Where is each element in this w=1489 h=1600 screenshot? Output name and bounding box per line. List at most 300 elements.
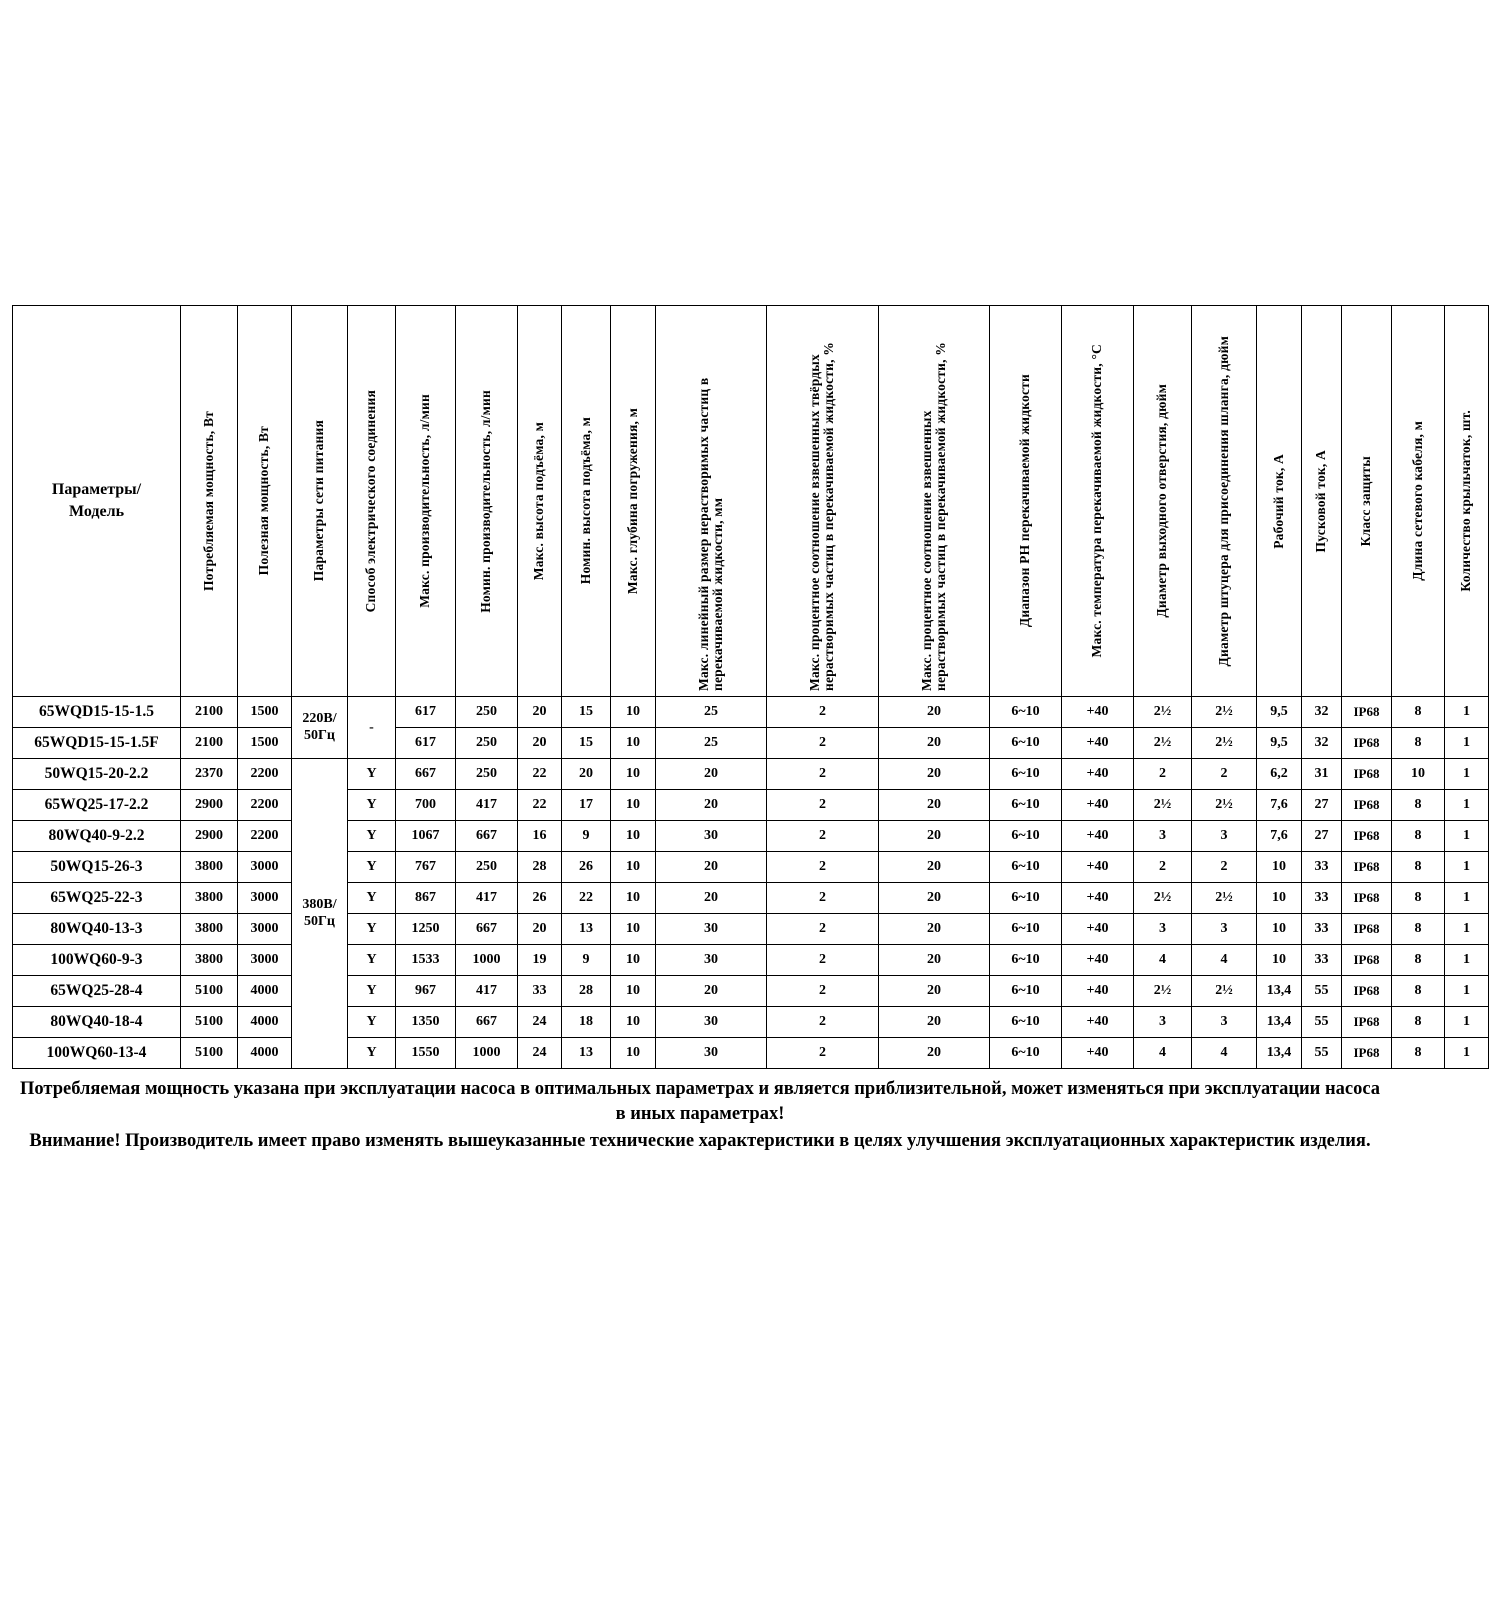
- cell-max-immersion-depth: 10: [611, 914, 656, 945]
- cell-impeller-count: 1: [1445, 1007, 1489, 1038]
- cell-model: 65WQD15-15-1.5F: [13, 728, 181, 759]
- cell-max-suspended-percent: 20: [879, 945, 990, 976]
- cell-outlet-diameter: 3: [1134, 821, 1192, 852]
- cell-max-particle-size: 20: [656, 883, 767, 914]
- header-operating-current-label: Рабочий ток, А: [1270, 453, 1286, 549]
- cell-operating-current: 9,5: [1257, 697, 1302, 728]
- header-nominal-head: [562, 306, 611, 697]
- header-cable-length-label: Длина сетевого кабеля, м: [1409, 421, 1425, 581]
- cell-max-capacity: 967: [396, 976, 456, 1007]
- cell-outlet-diameter: 3: [1134, 914, 1192, 945]
- cell-cable-length: 8: [1392, 945, 1445, 976]
- cell-outlet-diameter: 2½: [1134, 790, 1192, 821]
- cell-nominal-capacity: 417: [456, 976, 518, 1007]
- cell-max-head: 24: [518, 1007, 562, 1038]
- table-row: [13, 1007, 1489, 1038]
- table-header: [13, 306, 1489, 697]
- cell-operating-current: 9,5: [1257, 728, 1302, 759]
- header-mains-parameters-label: Параметры сети питания: [311, 420, 327, 582]
- header-protection-class: [1342, 306, 1392, 697]
- corner-header-cell: [13, 306, 181, 697]
- cell-nominal-head: 13: [562, 914, 611, 945]
- cell-ph-range: 6~10: [990, 697, 1062, 728]
- cell-cable-length: 8: [1392, 1007, 1445, 1038]
- cell-cable-length: 8: [1392, 821, 1445, 852]
- cell-connection-type: Y: [348, 1038, 396, 1069]
- cell-power-consumed: 2100: [181, 697, 238, 728]
- cell-max-temperature: +40: [1062, 790, 1134, 821]
- cell-max-temperature: +40: [1062, 945, 1134, 976]
- cell-max-particle-size: 30: [656, 945, 767, 976]
- header-max-capacity-label: Макс. производительность, л/мин: [417, 394, 433, 608]
- cell-power-consumed: 3800: [181, 852, 238, 883]
- cell-max-suspended-percent: 20: [879, 1038, 990, 1069]
- cell-protection-class: IP68: [1342, 1007, 1392, 1038]
- cell-max-particle-size: 20: [656, 852, 767, 883]
- cell-max-immersion-depth: 10: [611, 852, 656, 883]
- cell-max-temperature: +40: [1062, 914, 1134, 945]
- corner-label-line2: Модель: [68, 503, 125, 520]
- header-outlet-diameter: [1134, 306, 1192, 697]
- cell-nominal-head: 18: [562, 1007, 611, 1038]
- cell-impeller-count: 1: [1445, 945, 1489, 976]
- header-starting-current: [1302, 306, 1342, 697]
- cell-max-particle-size: 20: [656, 759, 767, 790]
- table-row: [13, 821, 1489, 852]
- cell-model: 100WQ60-13-4: [13, 1038, 181, 1069]
- cell-connection-type: Y: [348, 1007, 396, 1038]
- cell-model: 100WQ60-9-3: [13, 945, 181, 976]
- cell-ph-range: 6~10: [990, 1007, 1062, 1038]
- header-max-capacity: [396, 306, 456, 697]
- cell-max-solid-percent: 2: [767, 697, 879, 728]
- cell-max-head: 33: [518, 976, 562, 1007]
- cell-nominal-capacity: 250: [456, 759, 518, 790]
- cell-max-capacity: 667: [396, 759, 456, 790]
- header-mains-parameters: [292, 306, 348, 697]
- cell-starting-current: 27: [1302, 821, 1342, 852]
- cell-nominal-head: 17: [562, 790, 611, 821]
- cell-max-temperature: +40: [1062, 759, 1134, 790]
- cell-max-particle-size: 30: [656, 914, 767, 945]
- cell-power-consumed: 3800: [181, 945, 238, 976]
- cell-cable-length: 8: [1392, 790, 1445, 821]
- cell-nominal-head: 22: [562, 883, 611, 914]
- cell-max-immersion-depth: 10: [611, 883, 656, 914]
- cell-max-particle-size: 20: [656, 790, 767, 821]
- cell-impeller-count: 1: [1445, 790, 1489, 821]
- header-nominal-capacity-label: Номин. производительность, л/мин: [478, 389, 494, 613]
- cell-max-head: 22: [518, 759, 562, 790]
- cell-protection-class: IP68: [1342, 883, 1392, 914]
- cell-power-useful: 2200: [238, 790, 292, 821]
- header-nominal-head-label: Номин. высота подъёма, м: [577, 417, 593, 585]
- cell-max-suspended-percent: 20: [879, 790, 990, 821]
- cell-max-particle-size: 20: [656, 976, 767, 1007]
- header-max-solid-percent-label: Макс. процентное соотношение взвешенных твёрдых нерастворимых частиц в перекачиваемой жидкости, %: [807, 342, 837, 691]
- cell-max-capacity: 1350: [396, 1007, 456, 1038]
- cell-operating-current: 10: [1257, 852, 1302, 883]
- header-cable-length: [1392, 306, 1445, 697]
- cell-model: 65WQ25-28-4: [13, 976, 181, 1007]
- note-power-disclaimer: Потребляемая мощность указана при эксплуатации насоса в оптимальных параметрах и является приблизительной, может изменяться при эксплуатации насоса в иных параметрах!: [19, 1079, 1381, 1124]
- cell-impeller-count: 1: [1445, 759, 1489, 790]
- cell-max-immersion-depth: 10: [611, 790, 656, 821]
- table-row: [13, 883, 1489, 914]
- cell-max-immersion-depth: 10: [611, 1007, 656, 1038]
- header-max-immersion-depth: [611, 306, 656, 697]
- cell-hose-fitting-diameter: 4: [1192, 945, 1257, 976]
- cell-power-useful: 2200: [238, 821, 292, 852]
- cell-max-head: 20: [518, 697, 562, 728]
- cell-starting-current: 31: [1302, 759, 1342, 790]
- cell-starting-current: 32: [1302, 728, 1342, 759]
- cell-cable-length: 8: [1392, 914, 1445, 945]
- cell-cable-length: 8: [1392, 976, 1445, 1007]
- cell-max-capacity: 1533: [396, 945, 456, 976]
- header-impeller-count-label: Количество крыльчаток, шт.: [1458, 410, 1474, 592]
- header-max-solid-percent: [767, 306, 879, 697]
- header-max-particle-size-label: Макс. линейный размер нерастворимых частиц в перекачиваемой жидкости, мм: [695, 377, 725, 691]
- header-connection-type-label: Способ электрического соединения: [363, 389, 379, 613]
- cell-power-consumed: 2100: [181, 728, 238, 759]
- cell-max-solid-percent: 2: [767, 821, 879, 852]
- cell-connection-type: Y: [348, 945, 396, 976]
- cell-outlet-diameter: 4: [1134, 945, 1192, 976]
- cell-max-suspended-percent: 20: [879, 883, 990, 914]
- cell-nominal-head: 26: [562, 852, 611, 883]
- cell-outlet-diameter: 2½: [1134, 883, 1192, 914]
- cell-nominal-capacity: 667: [456, 1007, 518, 1038]
- header-power-useful: [238, 306, 292, 697]
- cell-protection-class: IP68: [1342, 852, 1392, 883]
- cell-ph-range: 6~10: [990, 852, 1062, 883]
- cell-outlet-diameter: 2½: [1134, 728, 1192, 759]
- cell-max-immersion-depth: 10: [611, 759, 656, 790]
- cell-max-solid-percent: 2: [767, 976, 879, 1007]
- cell-starting-current: 33: [1302, 914, 1342, 945]
- table-row: [13, 759, 1489, 790]
- header-max-temperature-label: Макс. температура перекачиваемой жидкости, °С: [1089, 344, 1105, 658]
- cell-max-temperature: +40: [1062, 1007, 1134, 1038]
- cell-max-head: 28: [518, 852, 562, 883]
- cell-power-consumed: 2370: [181, 759, 238, 790]
- header-max-suspended-percent-label: Макс. процентное соотношение взвешенных нерастворимых частиц в перекачиваемой жидкости, %: [918, 342, 948, 691]
- cell-mains-380: 380В/ 50Гц: [292, 759, 348, 1069]
- cell-model: 65WQD15-15-1.5: [13, 697, 181, 728]
- cell-power-useful: 1500: [238, 728, 292, 759]
- header-starting-current-label: Пусковой ток, А: [1313, 449, 1329, 553]
- cell-nominal-head: 9: [562, 821, 611, 852]
- cell-impeller-count: 1: [1445, 697, 1489, 728]
- cell-max-solid-percent: 2: [767, 790, 879, 821]
- cell-max-temperature: +40: [1062, 852, 1134, 883]
- header-max-immersion-depth-label: Макс. глубина погружения, м: [624, 407, 640, 595]
- cell-nominal-capacity: 250: [456, 728, 518, 759]
- cell-ph-range: 6~10: [990, 945, 1062, 976]
- cell-mains-220: 220В/ 50Гц: [292, 697, 348, 759]
- cell-max-solid-percent: 2: [767, 852, 879, 883]
- header-hose-fitting-diameter-label: Диаметр штуцера для присоединения шланга, дюйм: [1215, 335, 1231, 667]
- cell-max-suspended-percent: 20: [879, 697, 990, 728]
- table-row: [13, 945, 1489, 976]
- cell-nominal-capacity: 417: [456, 790, 518, 821]
- cell-cable-length: 8: [1392, 697, 1445, 728]
- table-row: [13, 790, 1489, 821]
- cell-ph-range: 6~10: [990, 821, 1062, 852]
- table-row: [13, 728, 1489, 759]
- cell-nominal-capacity: 250: [456, 852, 518, 883]
- cell-outlet-diameter: 2½: [1134, 976, 1192, 1007]
- cell-hose-fitting-diameter: 2½: [1192, 883, 1257, 914]
- cell-outlet-diameter: 2: [1134, 852, 1192, 883]
- cell-nominal-head: 9: [562, 945, 611, 976]
- cell-hose-fitting-diameter: 2½: [1192, 790, 1257, 821]
- cell-hose-fitting-diameter: 2: [1192, 852, 1257, 883]
- cell-max-solid-percent: 2: [767, 914, 879, 945]
- cell-nominal-head: 15: [562, 728, 611, 759]
- cell-power-consumed: 2900: [181, 790, 238, 821]
- cell-max-particle-size: 25: [656, 697, 767, 728]
- cell-power-useful: 1500: [238, 697, 292, 728]
- cell-max-head: 22: [518, 790, 562, 821]
- cell-power-consumed: 5100: [181, 1038, 238, 1069]
- header-ph-range: [990, 306, 1062, 697]
- cell-nominal-capacity: 417: [456, 883, 518, 914]
- cell-max-temperature: +40: [1062, 821, 1134, 852]
- cell-connection-type: Y: [348, 821, 396, 852]
- cell-nominal-head: 28: [562, 976, 611, 1007]
- cell-ph-range: 6~10: [990, 1038, 1062, 1069]
- cell-max-solid-percent: 2: [767, 759, 879, 790]
- header-row: [13, 306, 1489, 697]
- table-body: [13, 697, 1489, 1069]
- cell-power-consumed: 5100: [181, 976, 238, 1007]
- cell-operating-current: 13,4: [1257, 976, 1302, 1007]
- cell-max-solid-percent: 2: [767, 883, 879, 914]
- cell-impeller-count: 1: [1445, 852, 1489, 883]
- cell-max-immersion-depth: 10: [611, 945, 656, 976]
- cell-max-particle-size: 30: [656, 1038, 767, 1069]
- cell-protection-class: IP68: [1342, 945, 1392, 976]
- cell-max-particle-size: 25: [656, 728, 767, 759]
- cell-starting-current: 33: [1302, 852, 1342, 883]
- cell-max-capacity: 1550: [396, 1038, 456, 1069]
- cell-max-suspended-percent: 20: [879, 759, 990, 790]
- cell-starting-current: 55: [1302, 976, 1342, 1007]
- cell-nominal-head: 20: [562, 759, 611, 790]
- cell-model: 50WQ15-26-3: [13, 852, 181, 883]
- cell-model: 50WQ15-20-2.2: [13, 759, 181, 790]
- cell-operating-current: 13,4: [1257, 1007, 1302, 1038]
- cell-operating-current: 7,6: [1257, 790, 1302, 821]
- cell-max-capacity: 617: [396, 728, 456, 759]
- cell-max-temperature: +40: [1062, 1038, 1134, 1069]
- cell-connection-type: Y: [348, 914, 396, 945]
- cell-power-useful: 4000: [238, 976, 292, 1007]
- cell-outlet-diameter: 2½: [1134, 697, 1192, 728]
- cell-max-immersion-depth: 10: [611, 1038, 656, 1069]
- cell-hose-fitting-diameter: 4: [1192, 1038, 1257, 1069]
- cell-power-useful: 3000: [238, 914, 292, 945]
- cell-power-consumed: 3800: [181, 914, 238, 945]
- cell-operating-current: 10: [1257, 945, 1302, 976]
- cell-operating-current: 10: [1257, 914, 1302, 945]
- cell-outlet-diameter: 3: [1134, 1007, 1192, 1038]
- cell-power-useful: 4000: [238, 1007, 292, 1038]
- table-row: [13, 697, 1489, 728]
- cell-hose-fitting-diameter: 2½: [1192, 976, 1257, 1007]
- cell-model: 80WQ40-13-3: [13, 914, 181, 945]
- cell-cable-length: 8: [1392, 1038, 1445, 1069]
- cell-starting-current: 27: [1302, 790, 1342, 821]
- cell-power-useful: 3000: [238, 945, 292, 976]
- cell-connection-type: Y: [348, 976, 396, 1007]
- cell-impeller-count: 1: [1445, 883, 1489, 914]
- cell-max-solid-percent: 2: [767, 1038, 879, 1069]
- cell-model: 65WQ25-17-2.2: [13, 790, 181, 821]
- cell-power-useful: 3000: [238, 852, 292, 883]
- cell-max-capacity: 1067: [396, 821, 456, 852]
- cell-max-temperature: +40: [1062, 976, 1134, 1007]
- cell-cable-length: 8: [1392, 728, 1445, 759]
- cell-max-suspended-percent: 20: [879, 914, 990, 945]
- header-ph-range-label: Диапазон PH перекачиваемой жидкости: [1017, 374, 1033, 628]
- cell-model: 80WQ40-18-4: [13, 1007, 181, 1038]
- cell-impeller-count: 1: [1445, 976, 1489, 1007]
- table-row: [13, 852, 1489, 883]
- cell-ph-range: 6~10: [990, 914, 1062, 945]
- cell-impeller-count: 1: [1445, 728, 1489, 759]
- cell-max-solid-percent: 2: [767, 1007, 879, 1038]
- cell-nominal-capacity: 1000: [456, 1038, 518, 1069]
- cell-nominal-capacity: 1000: [456, 945, 518, 976]
- cell-max-head: 19: [518, 945, 562, 976]
- cell-starting-current: 55: [1302, 1007, 1342, 1038]
- table-row: [13, 1038, 1489, 1069]
- cell-protection-class: IP68: [1342, 728, 1392, 759]
- header-protection-class-label: Класс защиты: [1358, 455, 1374, 547]
- header-outlet-diameter-label: Диаметр выходного отверстия, дюйм: [1154, 384, 1170, 618]
- cell-max-suspended-percent: 20: [879, 1007, 990, 1038]
- cell-starting-current: 33: [1302, 883, 1342, 914]
- cell-max-immersion-depth: 10: [611, 697, 656, 728]
- cell-ph-range: 6~10: [990, 759, 1062, 790]
- cell-protection-class: IP68: [1342, 790, 1392, 821]
- cell-max-head: 16: [518, 821, 562, 852]
- cell-power-consumed: 2900: [181, 821, 238, 852]
- cell-max-temperature: +40: [1062, 883, 1134, 914]
- cell-max-suspended-percent: 20: [879, 852, 990, 883]
- notes-section: [14, 1077, 1386, 1154]
- cell-power-useful: 3000: [238, 883, 292, 914]
- cell-power-consumed: 3800: [181, 883, 238, 914]
- cell-outlet-diameter: 4: [1134, 1038, 1192, 1069]
- cell-nominal-head: 15: [562, 697, 611, 728]
- cell-hose-fitting-diameter: 2: [1192, 759, 1257, 790]
- cell-starting-current: 33: [1302, 945, 1342, 976]
- cell-power-consumed: 5100: [181, 1007, 238, 1038]
- cell-protection-class: IP68: [1342, 697, 1392, 728]
- specification-table: [12, 305, 1489, 1069]
- cell-hose-fitting-diameter: 3: [1192, 914, 1257, 945]
- cell-operating-current: 6,2: [1257, 759, 1302, 790]
- cell-max-particle-size: 30: [656, 1007, 767, 1038]
- cell-protection-class: IP68: [1342, 976, 1392, 1007]
- cell-hose-fitting-diameter: 2½: [1192, 697, 1257, 728]
- cell-ph-range: 6~10: [990, 883, 1062, 914]
- cell-outlet-diameter: 2: [1134, 759, 1192, 790]
- cell-max-capacity: 617: [396, 697, 456, 728]
- cell-max-suspended-percent: 20: [879, 728, 990, 759]
- cell-max-capacity: 867: [396, 883, 456, 914]
- cell-nominal-capacity: 667: [456, 914, 518, 945]
- cell-max-temperature: +40: [1062, 697, 1134, 728]
- cell-max-capacity: 1250: [396, 914, 456, 945]
- cell-max-particle-size: 30: [656, 821, 767, 852]
- header-max-suspended-percent: [879, 306, 990, 697]
- header-max-temperature: [1062, 306, 1134, 697]
- header-nominal-capacity: [456, 306, 518, 697]
- header-operating-current: [1257, 306, 1302, 697]
- cell-operating-current: 7,6: [1257, 821, 1302, 852]
- cell-starting-current: 55: [1302, 1038, 1342, 1069]
- cell-max-capacity: 700: [396, 790, 456, 821]
- cell-cable-length: 10: [1392, 759, 1445, 790]
- header-power-useful-label: Полезная мощность, Вт: [256, 426, 272, 576]
- header-connection-type: [348, 306, 396, 697]
- cell-hose-fitting-diameter: 3: [1192, 1007, 1257, 1038]
- cell-ph-range: 6~10: [990, 790, 1062, 821]
- cell-nominal-head: 13: [562, 1038, 611, 1069]
- cell-max-suspended-percent: 20: [879, 821, 990, 852]
- header-power-consumed: [181, 306, 238, 697]
- cell-impeller-count: 1: [1445, 821, 1489, 852]
- cell-operating-current: 10: [1257, 883, 1302, 914]
- cell-impeller-count: 1: [1445, 914, 1489, 945]
- cell-hose-fitting-diameter: 2½: [1192, 728, 1257, 759]
- table-row: [13, 914, 1489, 945]
- cell-protection-class: IP68: [1342, 914, 1392, 945]
- cell-max-capacity: 767: [396, 852, 456, 883]
- cell-connection-dash: -: [348, 697, 396, 759]
- cell-nominal-capacity: 667: [456, 821, 518, 852]
- cell-max-suspended-percent: 20: [879, 976, 990, 1007]
- cell-protection-class: IP68: [1342, 759, 1392, 790]
- cell-connection-type: Y: [348, 852, 396, 883]
- table-row: [13, 976, 1489, 1007]
- cell-starting-current: 32: [1302, 697, 1342, 728]
- cell-model: 80WQ40-9-2.2: [13, 821, 181, 852]
- header-hose-fitting-diameter: [1192, 306, 1257, 697]
- cell-max-head: 24: [518, 1038, 562, 1069]
- cell-max-solid-percent: 2: [767, 945, 879, 976]
- corner-label-line1: Параметры/: [51, 481, 142, 499]
- cell-max-solid-percent: 2: [767, 728, 879, 759]
- note-manufacturer-disclaimer: Внимание! Производитель имеет право изменять вышеуказанные технические характеристики в целях улучшения эксплуатационных характеристик изделия.: [29, 1130, 1371, 1151]
- cell-protection-class: IP68: [1342, 1038, 1392, 1069]
- header-max-head: [518, 306, 562, 697]
- cell-nominal-capacity: 250: [456, 697, 518, 728]
- cell-max-head: 26: [518, 883, 562, 914]
- cell-max-immersion-depth: 10: [611, 976, 656, 1007]
- cell-max-head: 20: [518, 914, 562, 945]
- cell-protection-class: IP68: [1342, 821, 1392, 852]
- cell-max-temperature: +40: [1062, 728, 1134, 759]
- cell-connection-type: Y: [348, 883, 396, 914]
- cell-power-useful: 4000: [238, 1038, 292, 1069]
- cell-impeller-count: 1: [1445, 1038, 1489, 1069]
